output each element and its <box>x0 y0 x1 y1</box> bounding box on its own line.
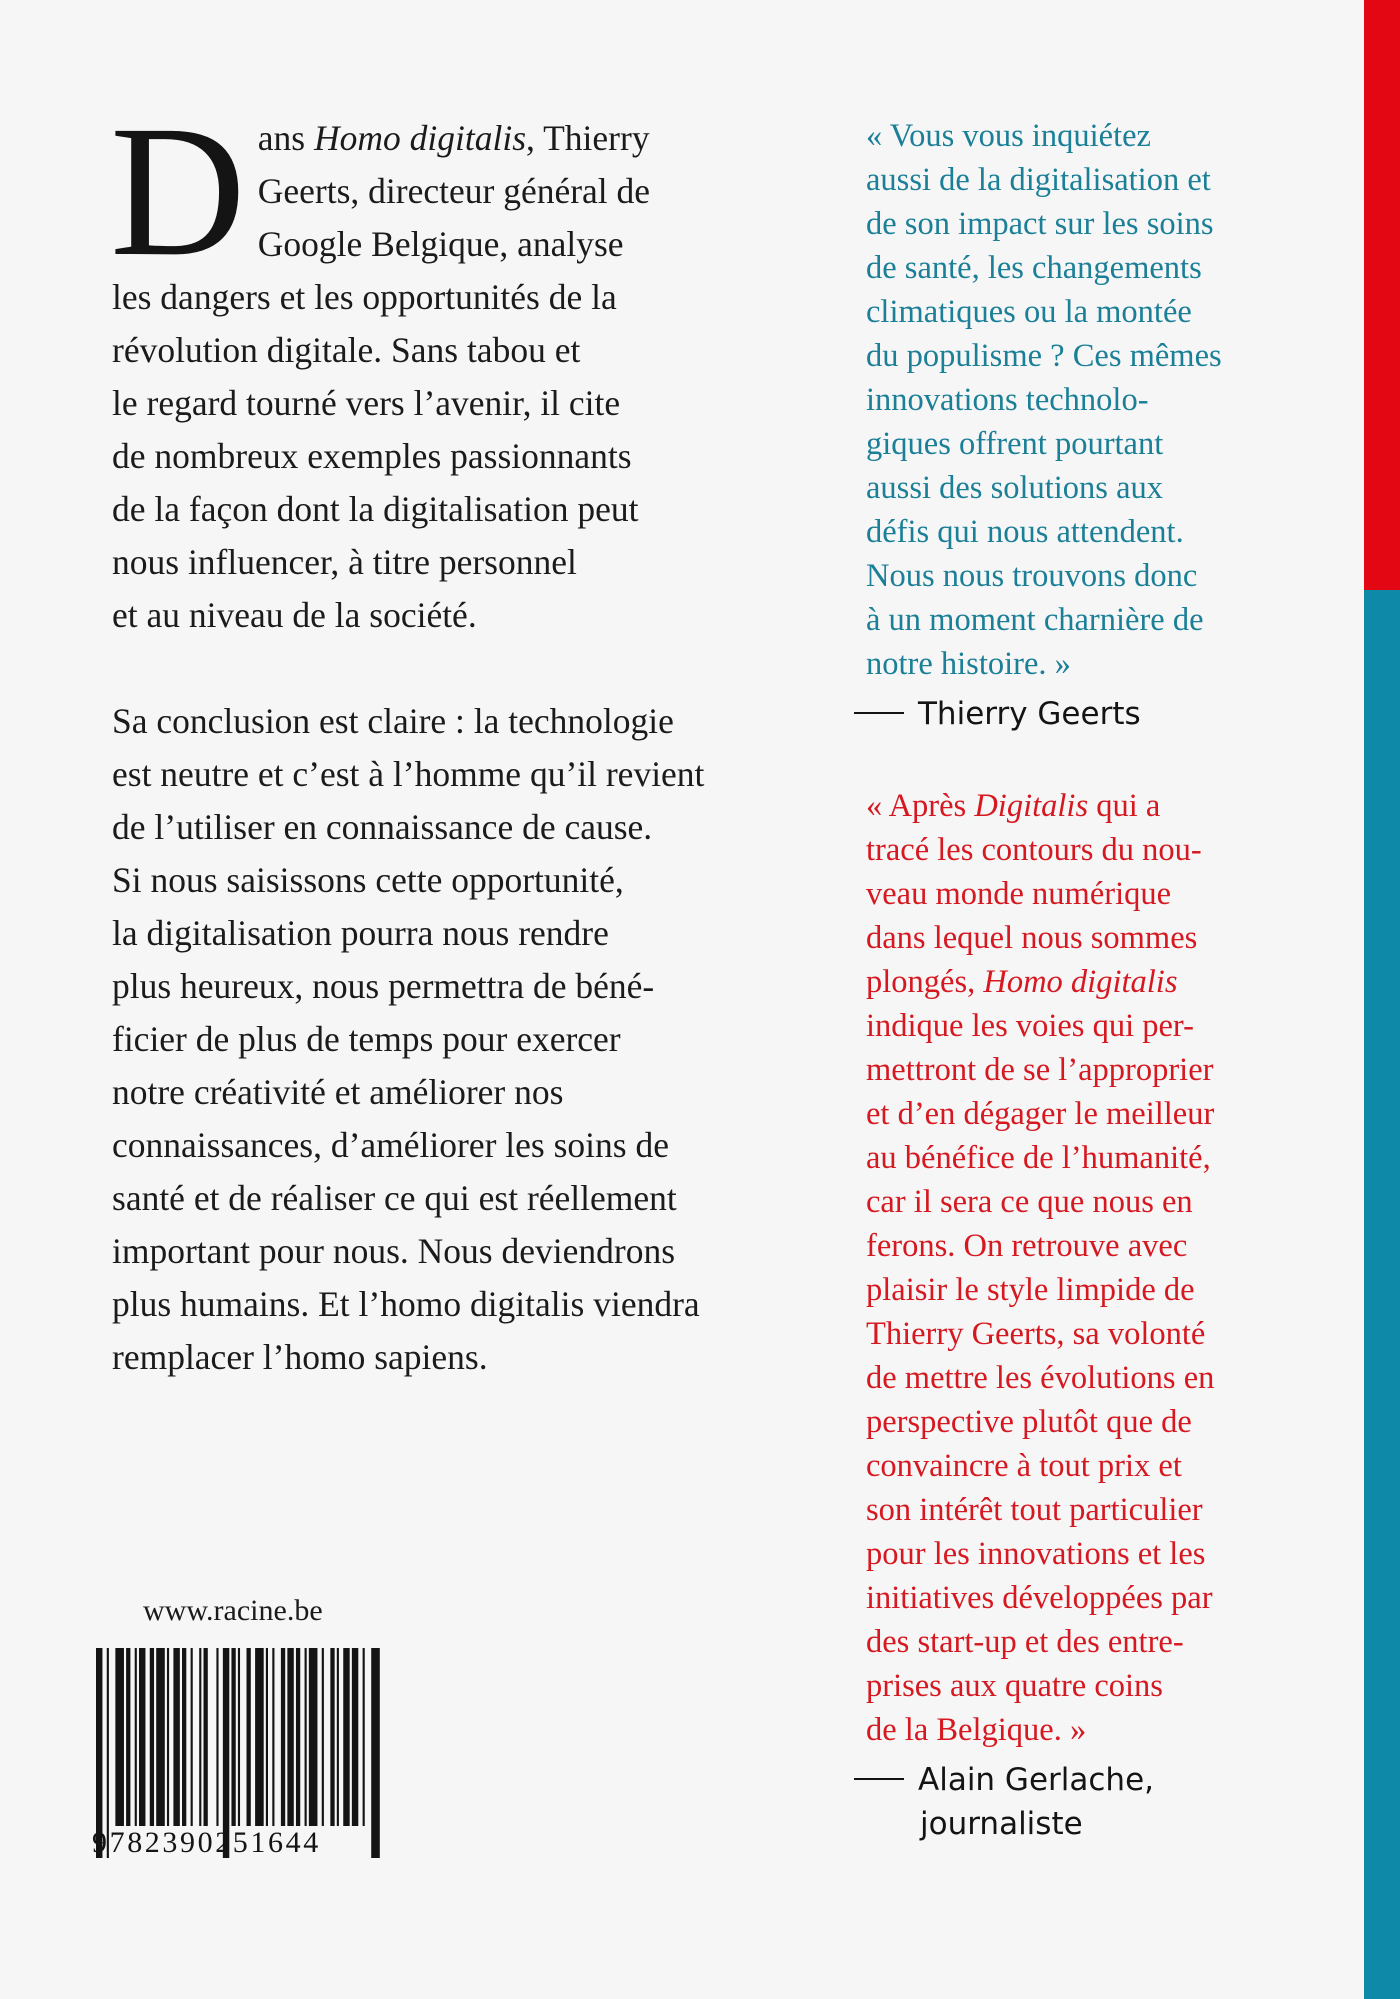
quote-line: plaisir le style limpide de <box>866 1272 1195 1308</box>
text-line: santé et de réaliser ce qui est réellement <box>112 1178 677 1218</box>
quote-line: convaincre à tout prix et <box>866 1448 1182 1484</box>
quote-attribution-2 <box>854 1758 1154 1846</box>
publisher-website: www.racine.be <box>143 1594 323 1627</box>
text-fragment: ans <box>257 118 314 158</box>
author-name: Thierry Geerts <box>918 696 1141 732</box>
quote-line: ferons. On retrouve avec <box>866 1228 1188 1264</box>
quote-line: climatiques ou la montée <box>866 294 1192 330</box>
quote-line: de mettre les évolutions en <box>866 1360 1215 1396</box>
quote-line: défis qui nous attendent. <box>866 514 1184 550</box>
barcode-bar <box>343 1648 349 1826</box>
book-title-italic: Homo digitalis <box>983 964 1178 1000</box>
barcode-bar <box>204 1648 208 1826</box>
text-line: Si nous saisissons cette opportunité, <box>112 860 624 900</box>
barcode-bar <box>266 1648 268 1826</box>
blue-stripe <box>1364 590 1400 1999</box>
text-line: Sa conclusion est claire : la technologie <box>112 701 674 741</box>
quote-line: aussi des solutions aux <box>866 470 1164 506</box>
barcode-bar <box>247 1648 251 1826</box>
quote-line: notre histoire. » <box>866 646 1071 682</box>
barcode-bar <box>305 1648 307 1826</box>
description-paragraph-1 <box>110 86 812 642</box>
quote-line: innovations technolo- <box>866 382 1149 418</box>
barcode-bar <box>199 1648 201 1826</box>
dropcap-letter: D <box>110 86 246 295</box>
text-line: plus heureux, nous permettra de béné- <box>112 966 655 1006</box>
text-line: de la façon dont la digitalisation peut <box>112 489 639 529</box>
text-line: ficier de plus de temps pour exercer <box>112 1019 621 1059</box>
quote-line: car il sera ce que nous en <box>866 1184 1193 1220</box>
book-description <box>110 86 812 1384</box>
barcode-bar <box>150 1648 154 1826</box>
barcode-bar <box>191 1648 193 1826</box>
quote-line: aussi de la digitalisation et <box>866 162 1211 198</box>
text-line: important pour nous. Nous deviendrons <box>112 1231 676 1271</box>
text-line: nous influencer, à titre personnel <box>112 542 577 582</box>
book-title-italic: Digitalis <box>974 788 1089 824</box>
isbn-digits: 9782390251644 <box>92 1826 321 1859</box>
text-line: remplacer l’homo sapiens. <box>112 1337 488 1377</box>
quote-line: du populisme ? Ces mêmes <box>866 338 1222 374</box>
text-line: les dangers et les opportunités de la <box>112 277 617 317</box>
text-fragment: qui a <box>1088 788 1161 824</box>
barcode-bar <box>115 1648 124 1826</box>
text-line: de nombreux exemples passionnants <box>112 436 632 476</box>
quote-line: au bénéfice de l’humanité, <box>866 1140 1211 1176</box>
author-name: Alain Gerlache, <box>918 1762 1154 1798</box>
quote-line: Thierry Geerts, sa volonté <box>866 1316 1206 1352</box>
barcode-bar <box>126 1648 130 1826</box>
quote-line: à un moment charnière de <box>866 602 1204 638</box>
text-line: la digitalisation pourra nous rendre <box>112 913 609 953</box>
text-line: le regard tourné vers l’avenir, il cite <box>112 383 621 423</box>
em-dash-rule <box>854 1778 904 1780</box>
quote-line: Nous nous trouvons donc <box>866 558 1198 594</box>
text-line: et au niveau de la société. <box>112 595 477 635</box>
quote-thierry-geerts <box>866 114 1336 686</box>
barcode-bar <box>352 1648 358 1826</box>
barcode-bar <box>167 1648 169 1826</box>
text-fragment: « Après <box>866 788 975 824</box>
quote-line: de santé, les changements <box>866 250 1202 286</box>
barcode-bar <box>173 1648 179 1826</box>
barcode-bar <box>255 1648 264 1826</box>
red-stripe <box>1364 0 1400 590</box>
barcode-bar <box>322 1648 324 1826</box>
quote-line: perspective plutôt que de <box>866 1404 1192 1440</box>
text-line: connaissances, d’améliorer les soins de <box>112 1125 669 1165</box>
quote-line: veau monde numérique <box>866 876 1172 912</box>
quote-line: de la Belgique. » <box>866 1712 1087 1748</box>
quote-line: tracé les contours du nou- <box>866 832 1202 868</box>
quote-line: giques offrent pourtant <box>866 426 1164 462</box>
barcode-bar <box>272 1648 274 1826</box>
barcode-bar <box>216 1648 218 1826</box>
barcode-bar <box>238 1648 240 1826</box>
quote-line: mettront de se l’approprier <box>866 1052 1214 1088</box>
text-line: de l’utiliser en connaissance de cause. <box>112 807 653 847</box>
quote-alain-gerlache <box>866 784 1336 1752</box>
book-title-italic: Homo digitalis <box>313 118 527 158</box>
author-title: journaliste <box>920 1806 1083 1842</box>
barcode-bar <box>363 1648 365 1826</box>
barcode-bar <box>139 1648 145 1826</box>
description-paragraph-2 <box>112 695 812 1384</box>
barcode-bar <box>182 1648 186 1826</box>
quote-line: indique les voies qui per- <box>866 1008 1194 1044</box>
quote-line: et d’en dégager le meilleur <box>866 1096 1215 1132</box>
em-dash-rule <box>854 712 904 714</box>
text-line: plus humains. Et l’homo digitalis viendra <box>112 1284 700 1324</box>
barcode-bar <box>156 1648 165 1826</box>
barcode-bar <box>309 1648 318 1826</box>
quote-line: pour les innovations et les <box>866 1536 1206 1572</box>
barcode-bar <box>135 1648 137 1826</box>
text-fragment: , Thierry <box>526 118 650 158</box>
quote-attribution-1 <box>854 692 1141 736</box>
quote-line: « Vous vous inquiétez <box>866 118 1151 154</box>
quote-line: de son impact sur les soins <box>866 206 1214 242</box>
text-line: Geerts, directeur général de <box>257 171 651 211</box>
text-fragment: plongés, <box>866 964 984 1000</box>
barcode-bar <box>281 1648 285 1826</box>
text-line: Google Belgique, analyse <box>257 224 624 264</box>
quote-line: son intérêt tout particulier <box>866 1492 1203 1528</box>
quote-line: prises aux quatre coins <box>866 1668 1163 1704</box>
barcode-bar <box>231 1648 235 1826</box>
text-line: est neutre et c’est à l’homme qu’il revient <box>112 754 705 794</box>
barcode-bar <box>296 1648 300 1826</box>
quote-line: dans lequel nous sommes <box>866 920 1198 956</box>
quote-line: initiatives développées par <box>866 1580 1213 1616</box>
quote-line: des start-up et des entre- <box>866 1624 1184 1660</box>
text-line: révolution digitale. Sans tabou et <box>112 330 581 370</box>
barcode-bar <box>287 1648 293 1826</box>
text-line: notre créativité et améliorer nos <box>112 1072 564 1112</box>
barcode-bar <box>337 1648 339 1826</box>
barcode-bar <box>330 1648 334 1826</box>
